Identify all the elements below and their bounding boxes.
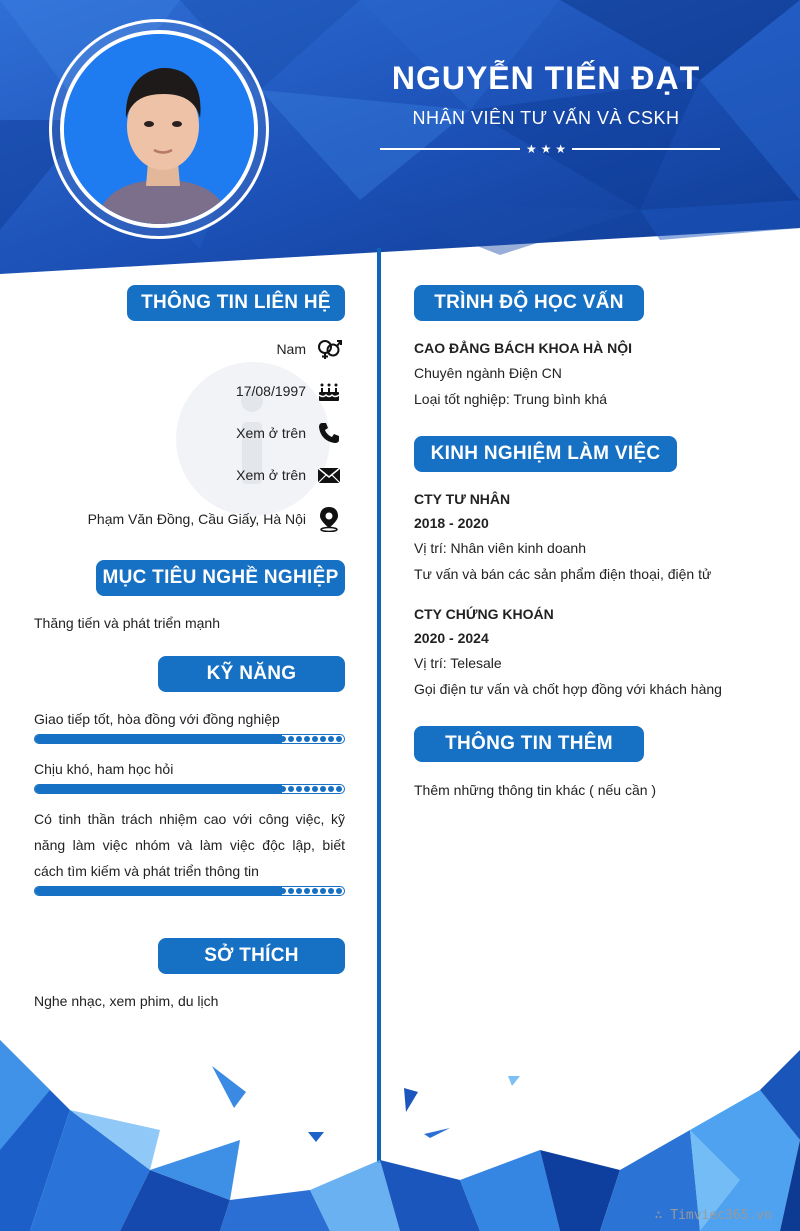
person-silhouette-icon xyxy=(64,34,258,228)
footer-decoration xyxy=(0,1030,800,1231)
contact-email-text: Xem ở trên xyxy=(236,467,306,483)
star-icon: ★ ★ ★ xyxy=(526,142,566,156)
contact-phone xyxy=(236,420,342,446)
job-position: Vị trí: Nhân viên kinh doanh xyxy=(414,540,586,556)
center-divider-line xyxy=(377,248,381,1163)
job-description: Tư vấn và bán các sản phẩm điện thoại, điện tử xyxy=(414,566,712,582)
birthday-cake-icon xyxy=(316,378,342,404)
envelope-icon xyxy=(316,462,342,488)
experience-heading: KINH NGHIỆM LÀM VIỆC xyxy=(414,436,677,472)
contact-phone-text: Xem ở trên xyxy=(236,425,306,441)
additional-heading: THÔNG TIN THÊM xyxy=(414,726,644,762)
job-company: CTY TƯ NHÂN xyxy=(414,491,511,507)
job-description: Gọi điện tư vấn và chốt hợp đồng với khách hàng xyxy=(414,681,722,697)
job-company: CTY CHỨNG KHOÁN xyxy=(414,606,554,622)
candidate-name: NGUYỄN TIẾN ĐẠT xyxy=(391,60,701,96)
location-pin-icon xyxy=(316,506,342,532)
job-period: 2020 - 2024 xyxy=(414,630,489,646)
contact-gender xyxy=(276,336,342,362)
avatar xyxy=(60,30,258,228)
education-school: CAO ĐẲNG BÁCH KHOA HÀ NỘI xyxy=(414,340,633,356)
hobbies-text: Nghe nhạc, xem phim, du lịch xyxy=(34,993,219,1009)
education-major: Chuyên ngành Điện CN xyxy=(414,365,562,381)
skill-level-bar xyxy=(34,886,345,896)
title-divider xyxy=(380,140,720,158)
hobbies-heading: SỞ THÍCH xyxy=(158,938,345,974)
footer-credit: ∴ Timviec365.vn xyxy=(654,1208,772,1223)
contact-gender-text: Nam xyxy=(276,341,306,357)
education-grade: Loại tốt nghiệp: Trung bình khá xyxy=(414,391,608,407)
contact-email xyxy=(236,462,342,488)
contact-birthday xyxy=(236,378,342,404)
contact-birthday-text: 17/08/1997 xyxy=(235,383,306,399)
contact-address-text: Phạm Văn Đồng, Cầu Giấy, Hà Nội xyxy=(87,511,306,527)
contact-address xyxy=(88,506,342,532)
gender-icon xyxy=(316,336,342,362)
skills-heading: KỸ NĂNG xyxy=(158,656,345,692)
contact-heading: THÔNG TIN LIÊN HỆ xyxy=(127,285,345,321)
objective-heading: MỤC TIÊU NGHỀ NGHIỆP xyxy=(96,560,345,596)
skill-item-text: Chịu khó, ham học hỏi xyxy=(34,761,174,777)
skill-item-text: Có tinh thần trách nhiệm cao với công việc, kỹ năng làm việc nhóm và làm việc độc lập, biết cách tìm kiếm và phát triển thông tin xyxy=(34,811,345,879)
job-period: 2018 - 2020 xyxy=(414,515,489,531)
skill-level-bar xyxy=(34,734,345,744)
skill-level-bar xyxy=(34,784,345,794)
phone-icon xyxy=(316,420,342,446)
skill-item-text: Giao tiếp tốt, hòa đồng với đồng nghiệp xyxy=(34,711,280,727)
education-heading: TRÌNH ĐỘ HỌC VẤN xyxy=(414,285,644,321)
job-title: NHÂN VIÊN TƯ VẤN VÀ CSKH xyxy=(412,108,680,128)
objective-text: Thăng tiến và phát triển mạnh xyxy=(34,615,221,631)
job-position: Vị trí: Telesale xyxy=(414,655,502,671)
additional-text: Thêm những thông tin khác ( nếu cần ) xyxy=(414,782,657,798)
